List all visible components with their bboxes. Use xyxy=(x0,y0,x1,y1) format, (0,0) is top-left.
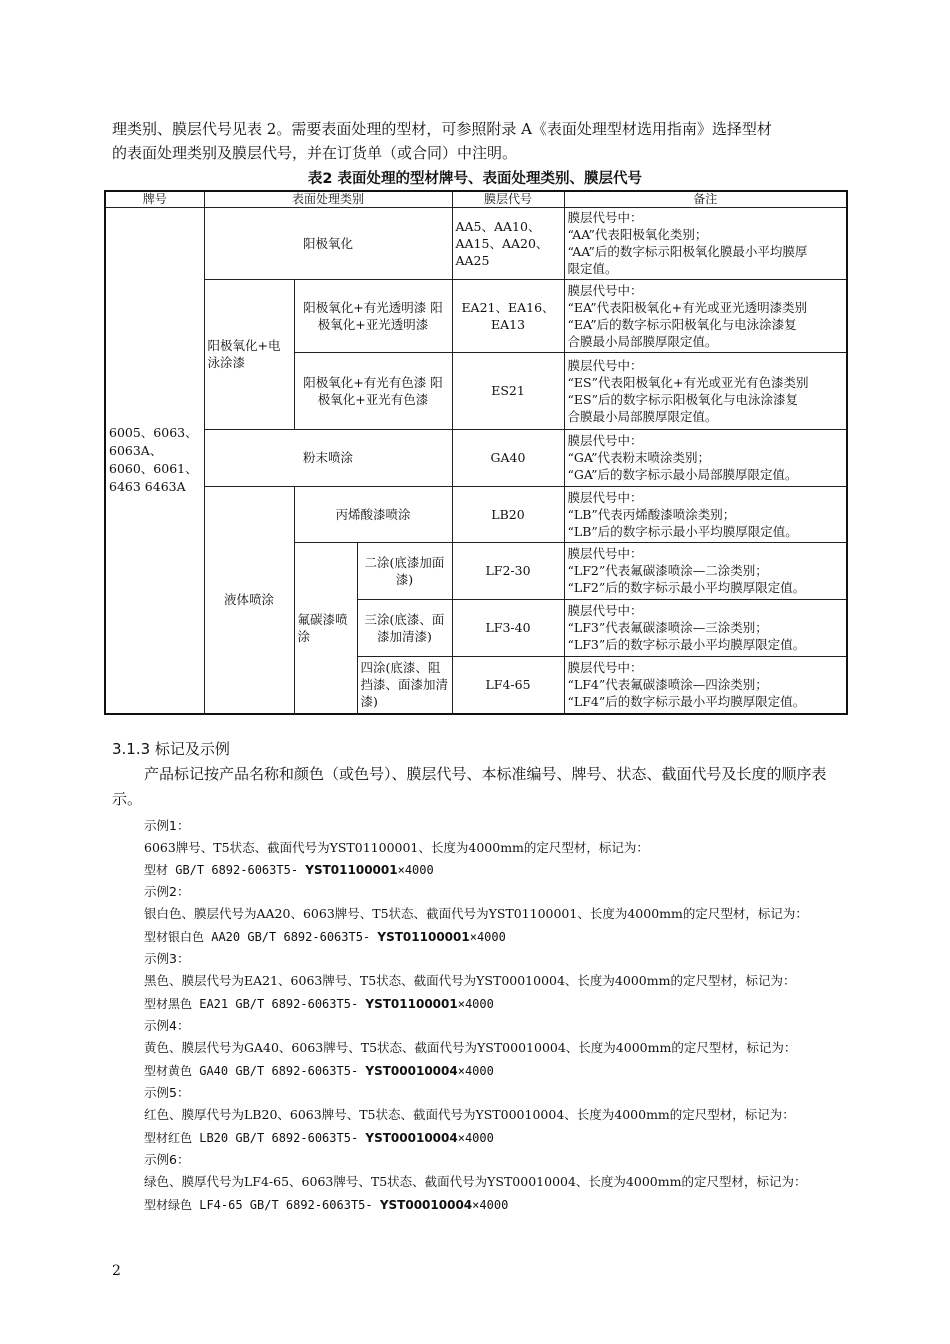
example-label: 示例5： xyxy=(144,1085,190,1100)
page-number: 2 xyxy=(112,1263,121,1279)
code-cell: LB20 xyxy=(452,486,564,542)
notes-cell: 膜层代号中： “LF3”代表氟碳漆喷涂—三涂类别； “LF3”后的数字标示最小平均膜厚限定值。 xyxy=(564,599,847,656)
notes-cell: 膜层代号中： “LF4”代表氟碳漆喷涂—四涂类别； “LF4”后的数字标示最小平均膜厚限定值。 xyxy=(564,656,847,714)
group-cell: 液体喷涂 xyxy=(204,486,294,714)
example-mark: 型材黄色 GA40 GB/T 6892-6063T5- YST00010004×4000 xyxy=(144,1064,494,1078)
example-desc: 黑色、膜层代号为EA21、6063牌号、T5状态、截面代号为YST00010004、长度为4000mm的定尺型材，标记为： xyxy=(144,973,796,988)
subgroup-cell: 氟碳漆喷涂 xyxy=(294,542,357,714)
header-code: 膜层代号 xyxy=(452,191,564,207)
header-category: 表面处理类别 xyxy=(204,191,452,207)
code-cell: LF4-65 xyxy=(452,656,564,714)
code-cell: AA5、AA10、AA15、AA20、AA25 xyxy=(452,207,564,279)
table-title: 表2 表面处理的型材牌号、表面处理类别、膜层代号 xyxy=(307,171,643,187)
grade-cell: 6005、6063、6063A、6060、6061、6463 6463A xyxy=(105,207,204,714)
notes-cell: 膜层代号中： “LF2”代表氟碳漆喷涂—二涂类别； “LF2”后的数字标示最小平均膜厚限定值。 xyxy=(564,542,847,599)
header-grade: 牌号 xyxy=(105,191,204,207)
category-cell: 三涂(底漆、面漆加清漆) xyxy=(357,599,452,656)
intro-line-2: 的表面处理类别及膜层代号，并在订货单（或合同）中注明。 xyxy=(112,144,518,162)
notes-cell: 膜层代号中： “EA”代表阳极氧化+有光或亚光透明漆类别 “EA”后的数字标示阳极氧化与电泳涂漆复 合膜最小局部膜厚限定值。 xyxy=(564,279,847,352)
table-row xyxy=(105,429,847,486)
example-desc: 黄色、膜层代号为GA40、6063牌号、T5状态、截面代号为YST00010004、长度为4000mm的定尺型材，标记为： xyxy=(144,1040,797,1055)
example-label: 示例3： xyxy=(144,951,190,966)
example-mark: 型材红色 LB20 GB/T 6892-6063T5- YST00010004×4000 xyxy=(144,1131,494,1145)
example-desc: 红色、膜厚代号为LB20、6063牌号、T5状态、截面代号为YST00010004、长度为4000mm的定尺型材，标记为： xyxy=(144,1107,795,1122)
group-cell: 阳极氧化+电泳涂漆 xyxy=(204,279,294,429)
code-cell: LF3-40 xyxy=(452,599,564,656)
example-desc: 6063牌号、T5状态、截面代号为YST01100001、长度为4000mm的定尺型材，标记为： xyxy=(144,840,649,855)
code-cell: GA40 xyxy=(452,429,564,486)
example-mark: 型材绿色 LF4-65 GB/T 6892-6063T5- YST00010004×4000 xyxy=(144,1198,509,1212)
table-row xyxy=(105,207,847,279)
header-notes: 备注 xyxy=(564,191,847,207)
example-label: 示例2： xyxy=(144,884,190,899)
example-mark: 型材黑色 EA21 GB/T 6892-6063T5- YST01100001×4000 xyxy=(144,997,494,1011)
example-mark: 型材银白色 AA20 GB/T 6892-6063T5- YST01100001×4000 xyxy=(144,930,506,944)
category-cell: 四涂(底漆、阻挡漆、面漆加清漆) xyxy=(357,656,452,714)
notes-cell: 膜层代号中： “LB”代表丙烯酸漆喷涂类别； “LB”后的数字标示最小平均膜厚限定值。 xyxy=(564,486,847,542)
intro-line-1: 理类别、膜层代号见表 2。需要表面处理的型材，可参照附录 A《表面处理型材选用指南》选择型材 xyxy=(112,120,772,138)
code-cell: EA21、EA16、EA13 xyxy=(452,279,564,352)
category-cell: 阳极氧化+有光透明漆 阳极氧化+亚光透明漆 xyxy=(294,279,452,352)
table-row xyxy=(105,486,847,542)
example-desc: 银白色、膜层代号为AA20、6063牌号、T5状态、截面代号为YST01100001、长度为4000mm的定尺型材，标记为： xyxy=(144,906,808,921)
category-cell: 阳极氧化 xyxy=(204,207,452,279)
table-row xyxy=(105,279,847,352)
example-mark: 型材 GB/T 6892-6063T5- YST01100001×4000 xyxy=(144,863,434,877)
surface-treatment-table xyxy=(104,190,848,715)
example-label: 示例4： xyxy=(144,1018,190,1033)
notes-cell: 膜层代号中： “AA”代表阳极氧化类别； “AA”后的数字标示阳极氧化膜最小平均膜厚 限定值。 xyxy=(564,207,847,279)
code-cell: LF2-30 xyxy=(452,542,564,599)
category-cell: 阳极氧化+有光有色漆 阳极氧化+亚光有色漆 xyxy=(294,352,452,429)
example-label: 示例1： xyxy=(144,818,190,833)
example-desc: 绿色、膜厚代号为LF4-65、6063牌号、T5状态、截面代号为YST00010004、长度为4000mm的定尺型材，标记为： xyxy=(144,1174,807,1189)
category-cell: 粉末喷涂 xyxy=(204,429,452,486)
notes-cell: 膜层代号中： “ES”代表阳极氧化+有光或亚光有色漆类别 “ES”后的数字标示阳极氧化与电泳涂漆复 合膜最小局部膜厚限定值。 xyxy=(564,352,847,429)
category-cell: 丙烯酸漆喷涂 xyxy=(294,486,452,542)
example-label: 示例6： xyxy=(144,1152,190,1167)
section-intro: 产品标记按产品名称和颜色（或色号）、膜层代号、本标准编号、牌号、状态、截面代号及长度的顺序表示。 xyxy=(112,765,827,808)
intro-paragraph xyxy=(112,117,842,165)
category-cell: 二涂(底漆加面漆) xyxy=(357,542,452,599)
code-cell: ES21 xyxy=(452,352,564,429)
section-heading: 3.1.3 标记及示例 xyxy=(112,740,230,758)
notes-cell: 膜层代号中： “GA”代表粉末喷涂类别； “GA”后的数字标示最小局部膜厚限定值。 xyxy=(564,429,847,486)
